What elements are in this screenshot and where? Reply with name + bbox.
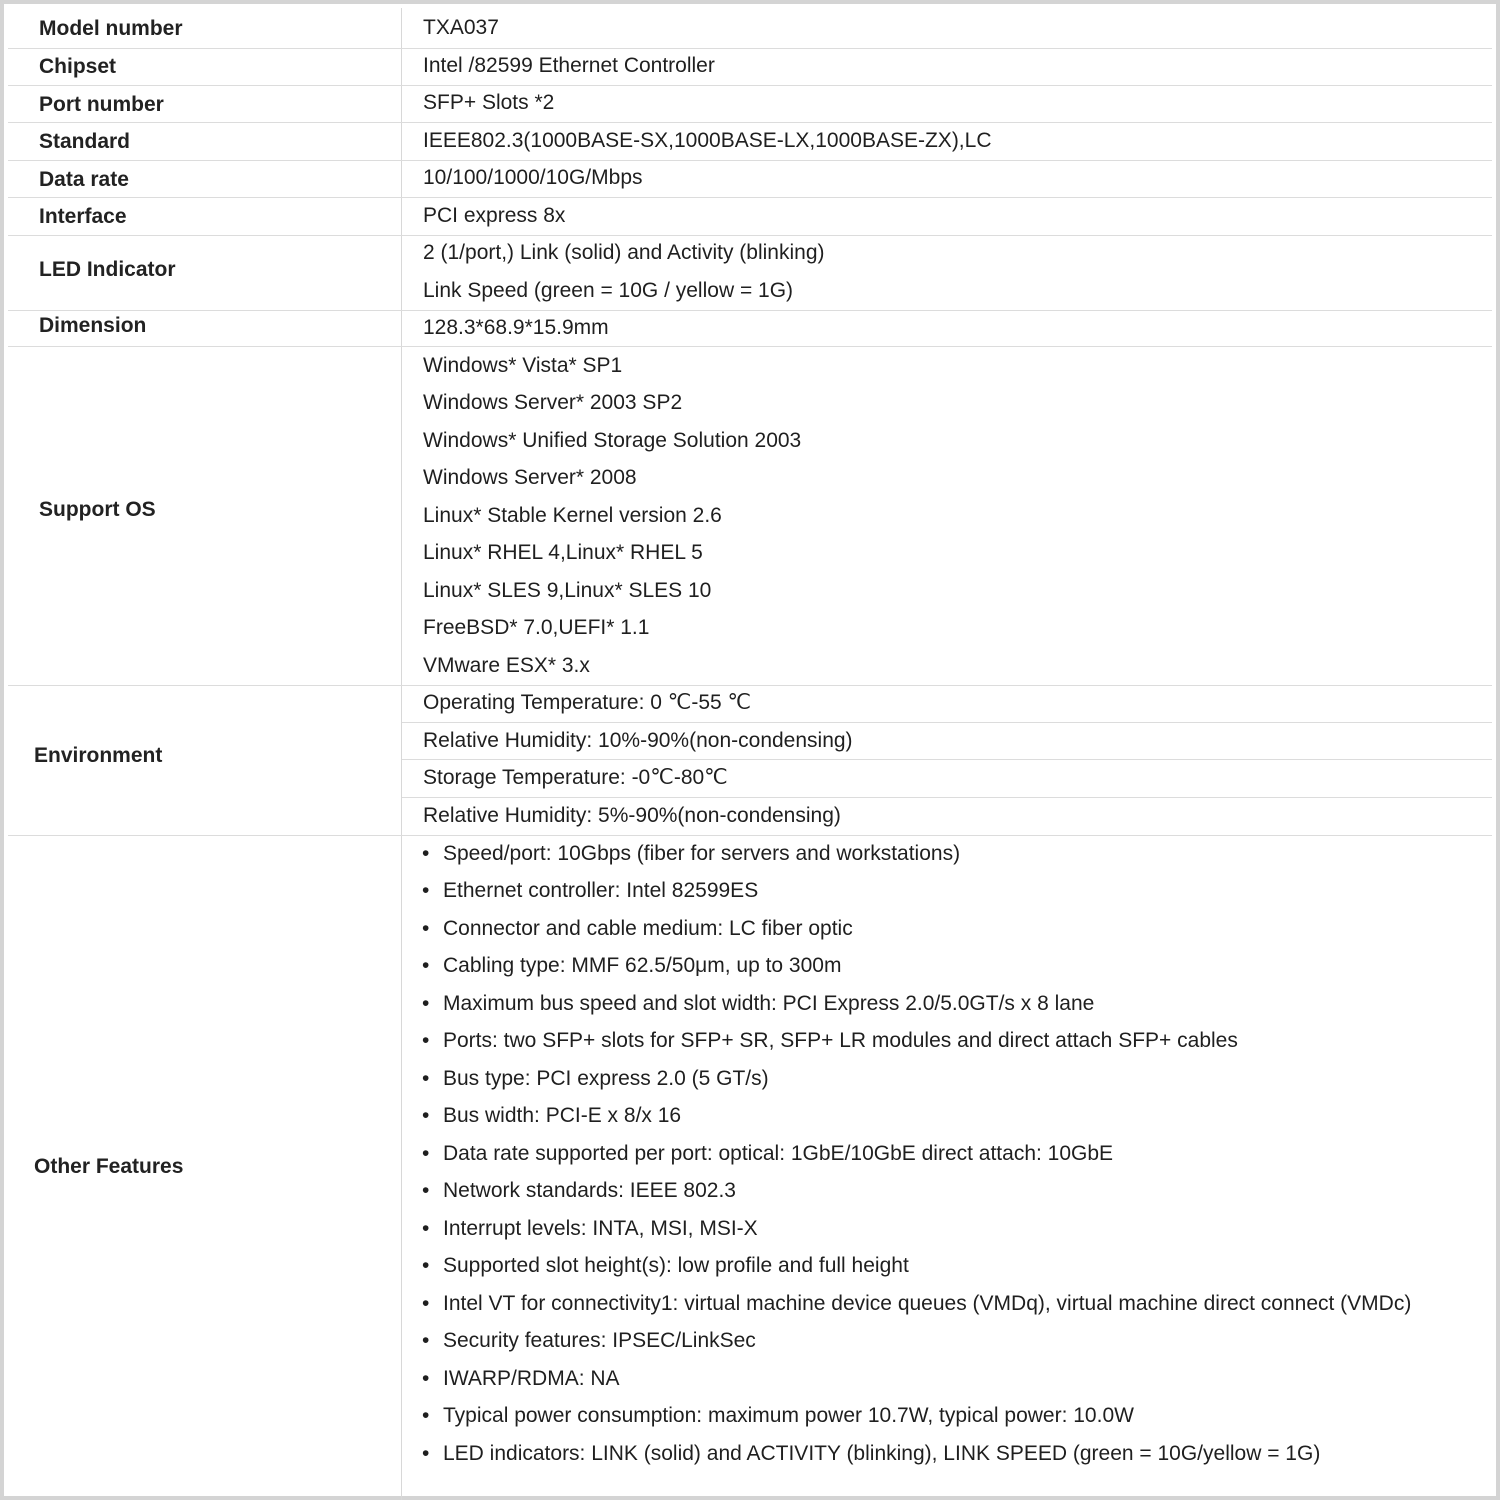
label-interface: Interface — [39, 205, 127, 228]
label-standard: Standard — [39, 130, 131, 153]
feature-item: Cabling type: MMF 62.5/50μm, up to 300m — [443, 954, 842, 977]
os-item: Linux* Stable Kernel version 2.6 — [423, 504, 722, 527]
row-separator — [8, 160, 1492, 161]
feature-item: Bus type: PCI express 2.0 (5 GT/s) — [443, 1067, 769, 1090]
label-chipset: Chipset — [39, 55, 117, 78]
value-chipset: Intel /82599 Ethernet Controller — [423, 54, 715, 77]
os-item: Windows Server* 2003 SP2 — [423, 391, 683, 414]
os-item: FreeBSD* 7.0,UEFI* 1.1 — [423, 616, 650, 639]
sub-row-separator — [402, 797, 1492, 798]
label-led-indicator: LED Indicator — [39, 258, 176, 281]
feature-item: Data rate supported per port: optical: 1GbE/10GbE direct attach: 10GbE — [443, 1142, 1114, 1165]
bullet-icon: • — [422, 1142, 430, 1165]
sub-row-separator — [402, 759, 1492, 760]
os-item: Linux* RHEL 4,Linux* RHEL 5 — [423, 541, 703, 564]
label-dimension: Dimension — [39, 314, 147, 337]
feature-item: IWARP/RDMA: NA — [443, 1367, 620, 1390]
environment-item: Relative Humidity: 5%-90%(non-condensing) — [423, 804, 841, 827]
feature-item: Network standards: IEEE 802.3 — [443, 1179, 736, 1202]
column-divider — [401, 8, 402, 1500]
sub-row-separator — [402, 722, 1492, 723]
feature-item: Speed/port: 10Gbps (fiber for servers and workstations) — [443, 842, 961, 865]
bullet-icon: • — [422, 992, 430, 1015]
value-data-rate: 10/100/1000/10G/Mbps — [423, 166, 643, 189]
row-separator — [8, 85, 1492, 86]
row-separator — [8, 122, 1492, 123]
feature-item: Bus width: PCI-E x 8/x 16 — [443, 1104, 682, 1127]
environment-item: Operating Temperature: 0 ℃-55 ℃ — [423, 691, 752, 714]
value-led-indicator: Link Speed (green = 10G / yellow = 1G) — [423, 279, 794, 302]
bullet-icon: • — [422, 1292, 430, 1315]
label-other-features: Other Features — [34, 1155, 184, 1178]
label-port-number: Port number — [39, 93, 164, 116]
row-separator — [8, 197, 1492, 198]
feature-item: Security features: IPSEC/LinkSec — [443, 1329, 756, 1352]
label-support-os: Support OS — [39, 498, 156, 521]
feature-item: Interrupt levels: INTA, MSI, MSI-X — [443, 1217, 758, 1240]
value-model-number: TXA037 — [423, 16, 499, 39]
label-environment: Environment — [34, 744, 163, 767]
bullet-icon: • — [422, 1029, 430, 1052]
value-standard: IEEE802.3(1000BASE-SX,1000BASE-LX,1000BASE-ZX),LC — [423, 129, 992, 152]
bullet-icon: • — [422, 917, 430, 940]
bullet-icon: • — [422, 1254, 430, 1277]
value-port-number: SFP+ Slots *2 — [423, 91, 555, 114]
os-item: Linux* SLES 9,Linux* SLES 10 — [423, 579, 712, 602]
os-item: Windows Server* 2008 — [423, 466, 637, 489]
label-model-number: Model number — [39, 17, 183, 40]
bullet-icon: • — [422, 1367, 430, 1390]
feature-item: Maximum bus speed and slot width: PCI Express 2.0/5.0GT/s x 8 lane — [443, 992, 1095, 1015]
bullet-icon: • — [422, 1442, 430, 1465]
environment-item: Relative Humidity: 10%-90%(non-condensing) — [423, 729, 853, 752]
row-separator — [8, 235, 1492, 236]
row-separator — [8, 310, 1492, 311]
feature-item: Supported slot height(s): low profile and full height — [443, 1254, 909, 1277]
feature-item: Intel VT for connectivity1: virtual machine device queues (VMDq), virtual machine direct connect (VMDc) — [443, 1292, 1412, 1315]
feature-item: Ports: two SFP+ slots for SFP+ SR, SFP+ LR modules and direct attach SFP+ cables — [443, 1029, 1238, 1052]
value-dimension: 128.3*68.9*15.9mm — [423, 316, 609, 339]
row-separator — [8, 48, 1492, 49]
value-interface: PCI express 8x — [423, 204, 566, 227]
bullet-icon: • — [422, 1217, 430, 1240]
row-separator — [8, 346, 1492, 347]
bullet-icon: • — [422, 842, 430, 865]
row-separator — [8, 685, 1492, 686]
bullet-icon: • — [422, 1104, 430, 1127]
bullet-icon: • — [422, 879, 430, 902]
bullet-icon: • — [422, 1179, 430, 1202]
bullet-icon: • — [422, 1329, 430, 1352]
environment-item: Storage Temperature: -0℃-80℃ — [423, 766, 728, 789]
feature-item: Typical power consumption: maximum power 10.7W, typical power: 10.0W — [443, 1404, 1134, 1427]
os-item: VMware ESX* 3.x — [423, 654, 590, 677]
row-separator — [8, 835, 1492, 836]
value-led-indicator: 2 (1/port,) Link (solid) and Activity (blinking) — [423, 241, 825, 264]
os-item: Windows* Unified Storage Solution 2003 — [423, 429, 802, 452]
label-data-rate: Data rate — [39, 168, 129, 191]
feature-item: LED indicators: LINK (solid) and ACTIVITY (blinking), LINK SPEED (green = 10G/yellow = 1G) — [443, 1442, 1321, 1465]
bullet-icon: • — [422, 954, 430, 977]
feature-item: Connector and cable medium: LC fiber optic — [443, 917, 853, 940]
feature-item: Ethernet controller: Intel 82599ES — [443, 879, 759, 902]
os-item: Windows* Vista* SP1 — [423, 354, 623, 377]
bullet-icon: • — [422, 1404, 430, 1427]
bullet-icon: • — [422, 1067, 430, 1090]
